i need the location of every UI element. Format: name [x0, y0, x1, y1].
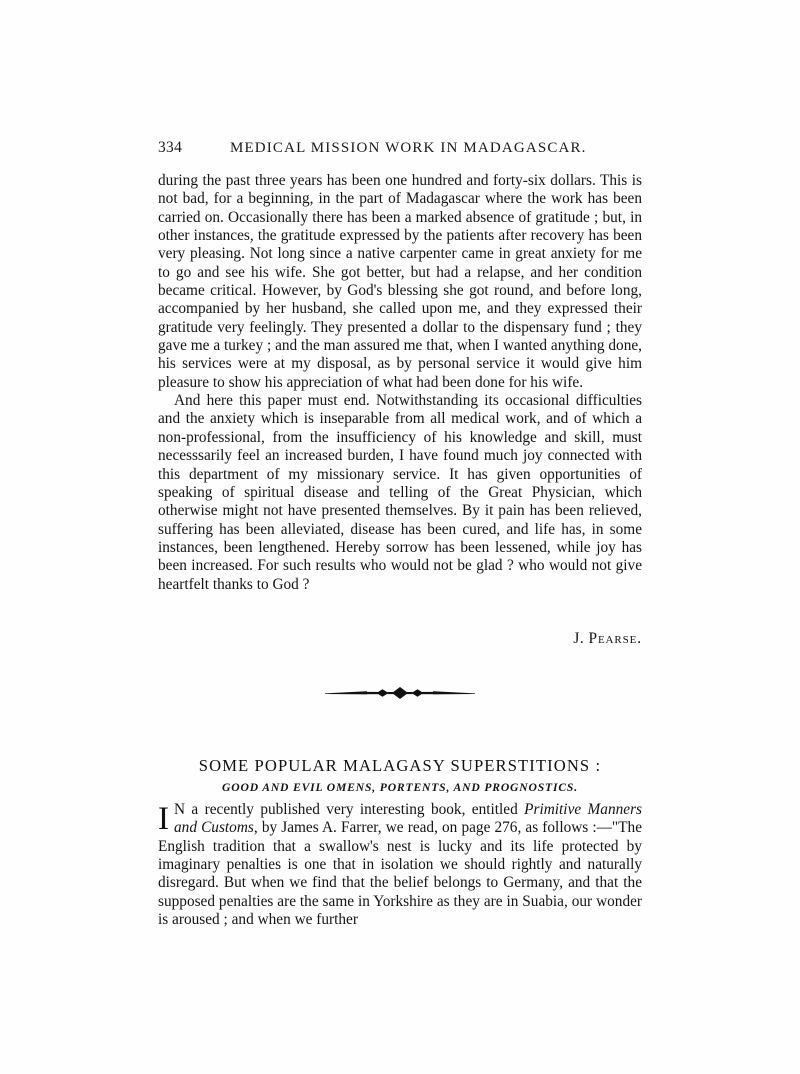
opening-line: N a recently published very interesting book, entitled: [174, 801, 518, 818]
book-title: Primitive Manners and Customs: [174, 801, 643, 837]
drop-cap: I: [158, 801, 169, 837]
article-body-medical-mission: [158, 172, 642, 594]
opening-tail: , by James A. Farrer, we: [253, 819, 404, 837]
running-head-title: MEDICAL MISSION WORK IN MADAGASCAR.: [230, 140, 587, 156]
signature-initial: J.: [573, 630, 589, 647]
paragraph: during the past three years has been one hundred and forty-six dollars. This is not bad, for a beginning, in the part of Madagascar where the work has been carried on. Occasionally there has been a marked absence of gratitude ; but, in other instances, the gratitude expressed by the patients after recovery has been very pleasing. Not long since a native carpenter came in great anxiety for me to go and see his wife. She got better, but had a relapse, and her condition became critical. However, by God's blessing she got round, and before long, accompanied by her husband, she called upon me, and they expressed their gratitude very feelingly. They presented a dollar to the dispensary fund ; they gave me a turkey ; and the man assured me that, when I wanted anything done, his services were at my disposal, as by personal service it would give him pleasure to show his appreciation of what had been done for his wife.: [158, 172, 642, 391]
decorative-rule-icon: [325, 683, 475, 703]
signature-surname: Pearse.: [588, 630, 642, 647]
running-head: [158, 139, 642, 159]
paragraph: [158, 801, 642, 929]
article-title-superstitions: SOME POPULAR MALAGASY SUPERSTITIONS :: [198, 756, 602, 775]
article-subtitle: GOOD AND EVIL OMENS, PORTENTS, AND PROGNOSTICS.: [222, 781, 578, 794]
article-body-superstitions: [158, 801, 642, 929]
author-signature: [158, 630, 653, 648]
page-number: 334: [158, 139, 183, 156]
paragraph-remainder: read, on page 276, as follows :—"The English tradition that a swallow's nest is lucky and its life protected by imaginary penalties is one that in isolation we should rightly and naturally disregard. But when we find that the belief belongs to Germany, and that the supposed penalties are the same in Yorkshire as they are in Suabia, our wonder is aroused ; and when we further: [158, 819, 642, 929]
section-divider: [0, 680, 800, 706]
paragraph: And here this paper must end. Notwithstanding its occasional difficulties and the anxiety which is inseparable from all medical work, and of which a non-professional, from the insufficiency of his knowledge and skill, must necesssarily feel an increased burden, I have found much joy connected with this department of my missionary service. It has given opportunities of speaking of spiritual disease and telling of the Great Physician, which otherwise might not have presented themselves. By it pain has been relieved, suffering has been alleviated, disease has been cured, and life has, in some instances, been lengthened. Hereby sorrow has been lessened, while joy has been increased. For such results who would not be glad ? who would not give heartfelt thanks to God ?: [158, 392, 642, 593]
